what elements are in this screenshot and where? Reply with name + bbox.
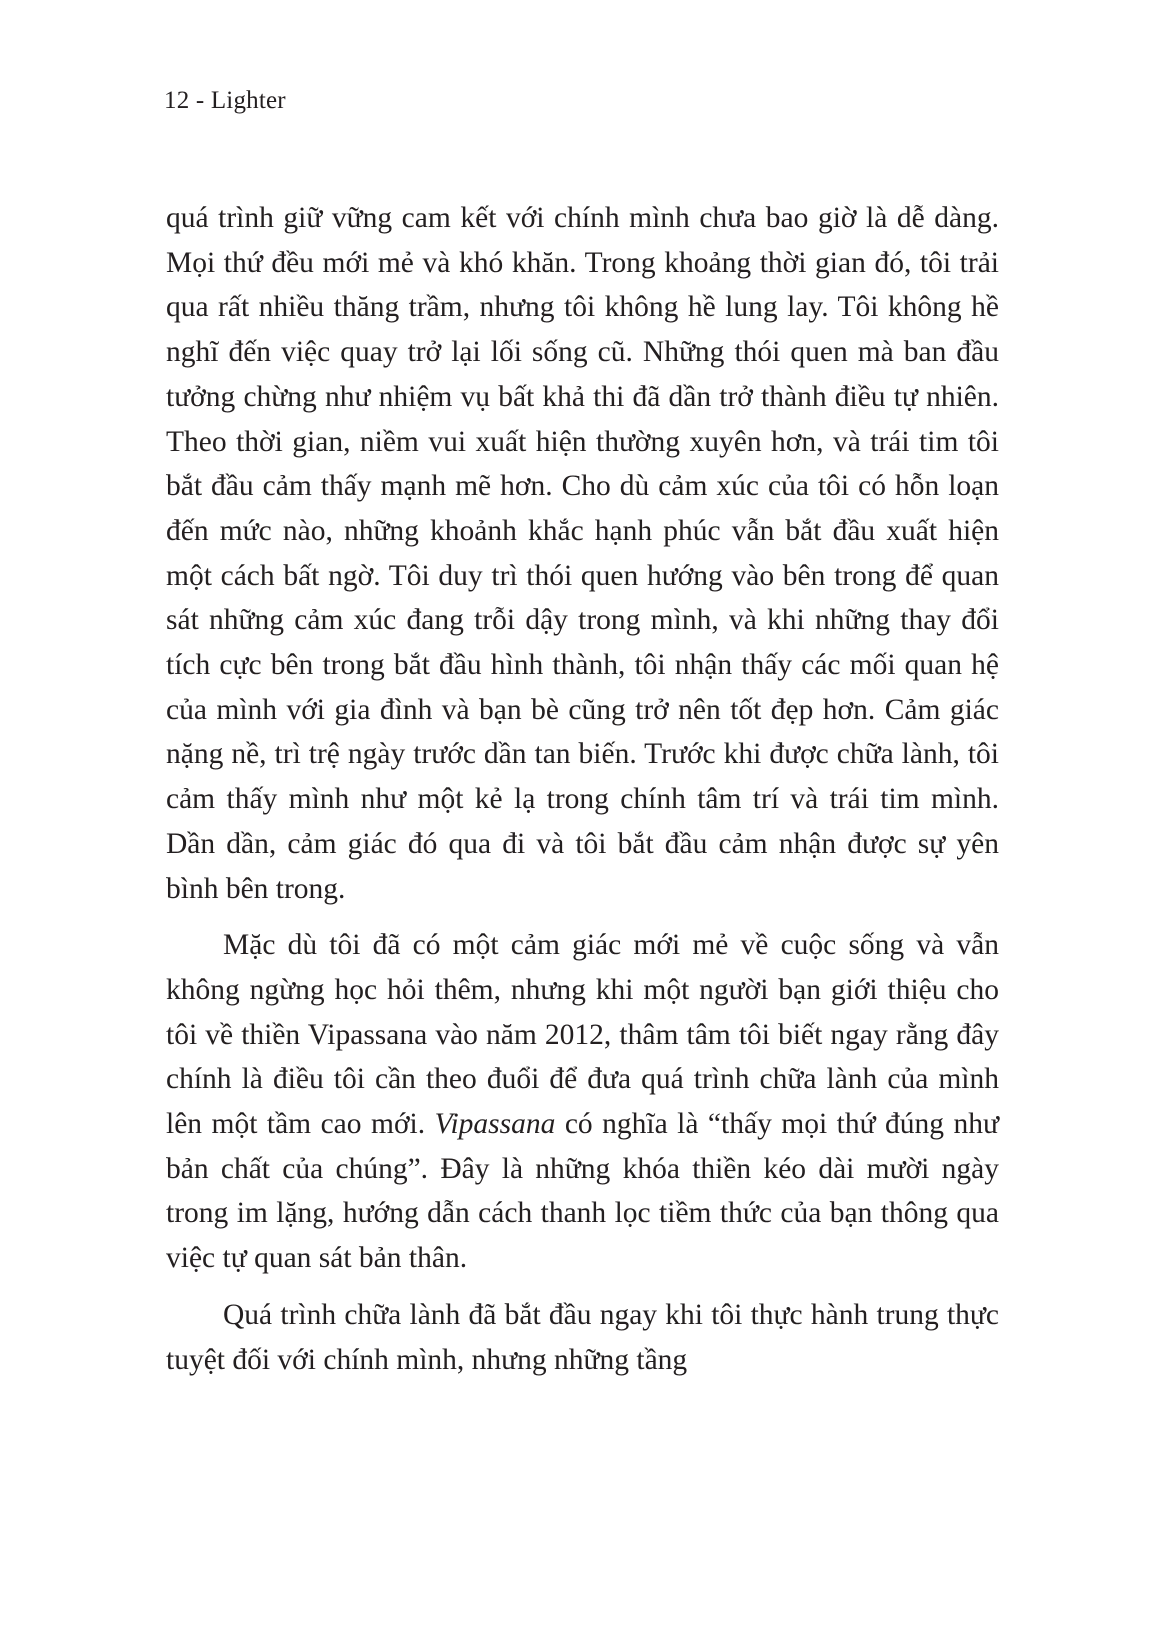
paragraph-3: Quá trình chữa lành đã bắt đầu ngay khi tôi thực hành trung thực tuyệt đối với chính mình, nhưng những tầng — [166, 1298, 999, 1376]
vipassana-term: Vipassana — [434, 1108, 556, 1141]
running-head: 12 - Lighter — [164, 87, 286, 114]
paragraph-2-text-a: Mặc dù tôi đã có một cảm giác mới mẻ về cuộc sống và vẫn không ngừng học hỏi thêm, nhưng khi một người bạn giới thiệu cho tôi về thiền Vipassana vào năm 2012, thâm tâm tôi biết ngay rằng đây chính là điều tôi cần theo đuổi để đưa quá trình chữa lành của mình lên một tầm cao mới. — [166, 929, 999, 1141]
paragraph-2 — [166, 923, 999, 1281]
body-text — [166, 196, 999, 1382]
paragraph-1: quá trình giữ vững cam kết với chính mình chưa bao giờ là dễ dàng. Mọi thứ đều mới mẻ và khó khăn. Trong khoảng thời gian đó, tôi trải qua rất nhiều thăng trầm, nhưng tôi không hề lung lay. Tôi không hề nghĩ đến việc quay trở lại lối sống cũ. Những thói quen mà ban đầu tưởng chừng như nhiệm vụ bất khả thi đã dần trở thành điều tự nhiên. Theo thời gian, niềm vui xuất hiện thường xuyên hơn, và trái tim tôi bắt đầu cảm thấy mạnh mẽ hơn. Cho dù cảm xúc của tôi có hỗn loạn đến mức nào, những khoảnh khắc hạnh phúc vẫn bắt đầu xuất hiện một cách bất ngờ. Tôi duy trì thói quen hướng vào bên trong để quan sát những cảm xúc đang trỗi dậy trong mình, và khi những thay đổi tích cực bên trong bắt đầu hình thành, tôi nhận thấy các mối quan hệ của mình với gia đình và bạn bè cũng trở nên tốt đẹp hơn. Cảm giác nặng nề, trì trệ ngày trước dần tan biến. Trước khi được chữa lành, tôi cảm thấy mình như một kẻ lạ trong chính tâm trí và trái tim mình. Dần dần, cảm giác đó qua đi và tôi bắt đầu cảm nhận được sự yên bình bên trong. — [166, 202, 999, 905]
paragraph-2-text-b: có nghĩa là “thấy mọi thứ đúng như bản chất của chúng”. Đây là những khóa thiền kéo dài mười ngày trong im lặng, hướng dẫn cách thanh lọc tiềm thức của bạn thông qua việc tự quan sát bản thân. — [166, 1108, 1000, 1275]
